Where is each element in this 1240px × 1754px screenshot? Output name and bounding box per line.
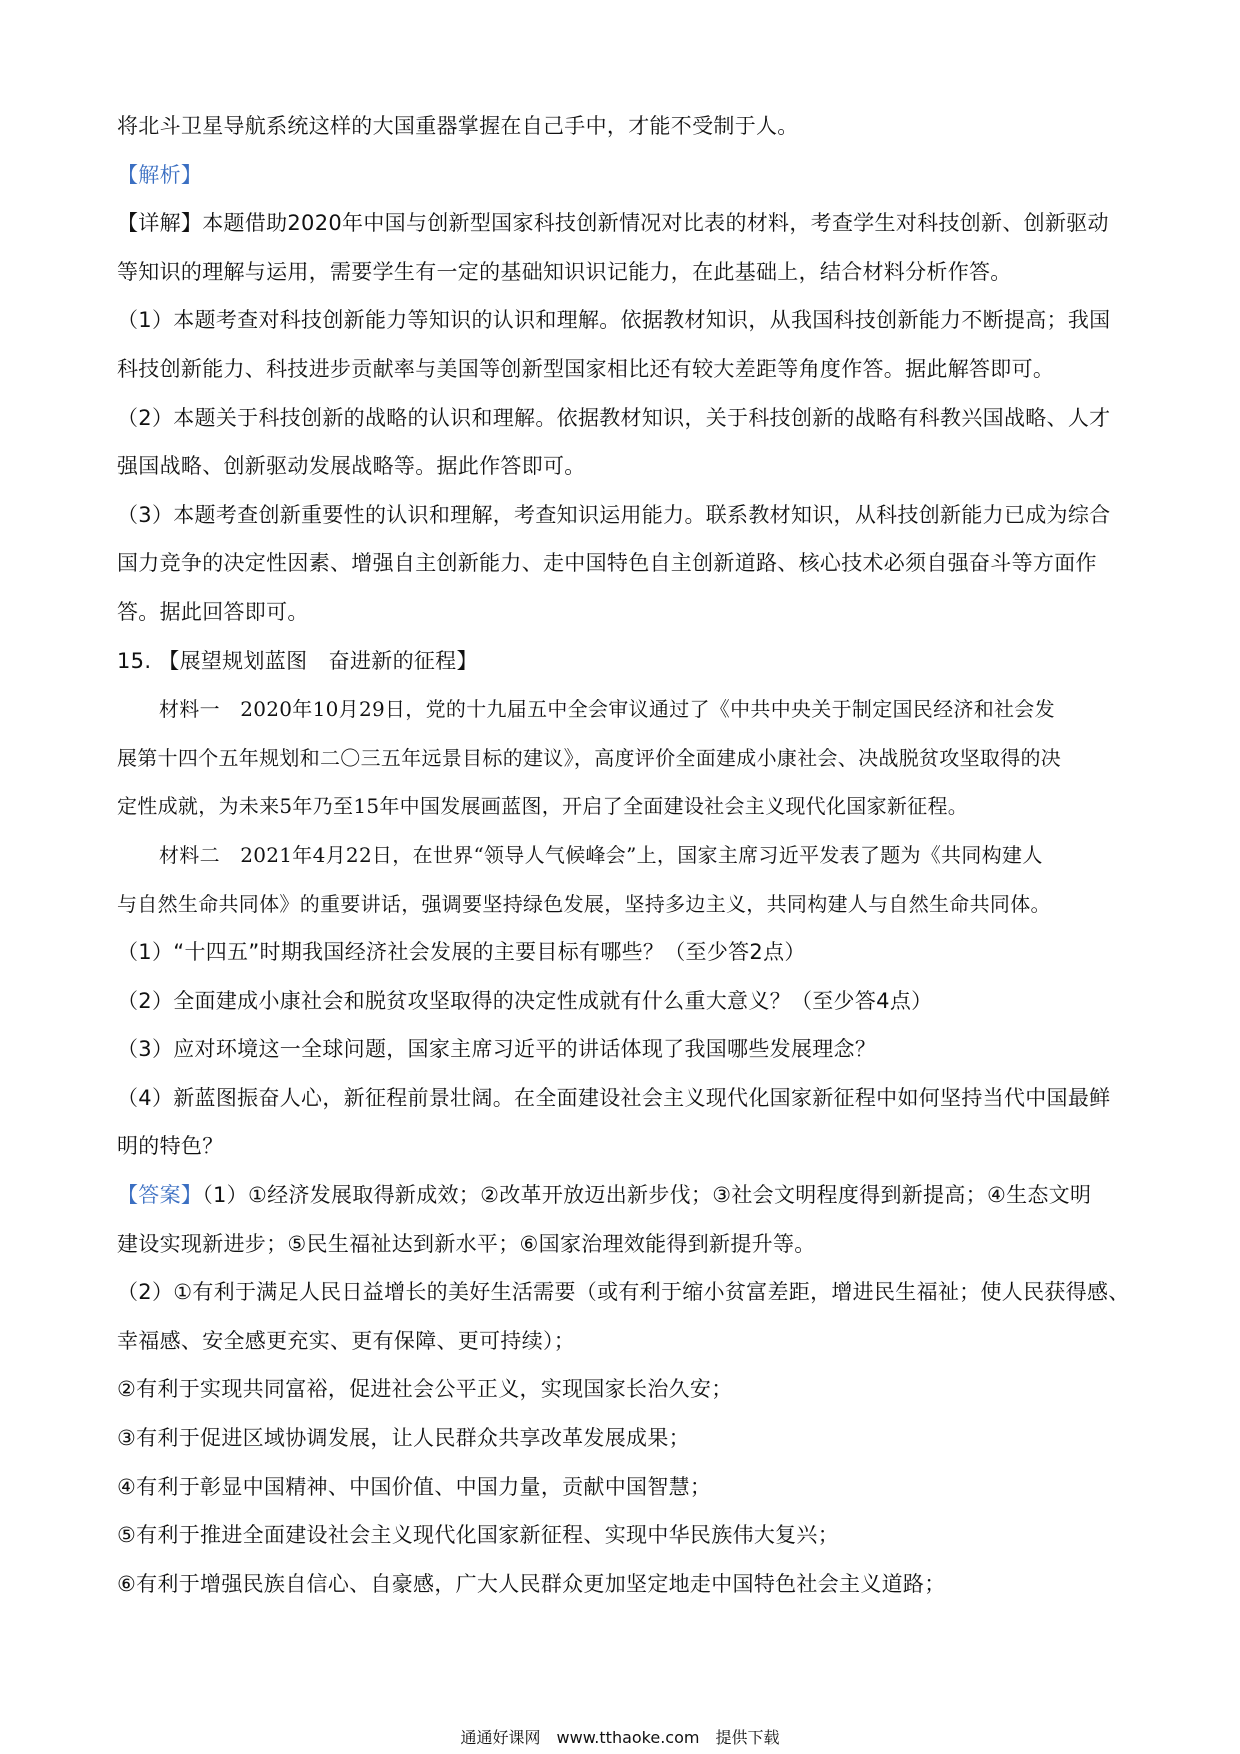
question-item: （3）应对环境这一全球问题，国家主席习近平的讲话体现了我国哪些发展理念？	[117, 1037, 877, 1062]
material-one-line: 定性成就，为未来5年乃至15年中国发展画蓝图，开启了全面建设社会主义现代化国家新征程。	[117, 794, 969, 819]
answer-line: （2）①有利于满足人民日益增长的美好生活需要（或有利于缩小贫富差距，增进民生福祉；使人民获得感、	[117, 1280, 1130, 1305]
answer-line: ⑥有利于增强民族自信心、自豪感，广大人民群众更加坚定地走中国特色社会主义道路；	[117, 1571, 946, 1596]
answer-text: （1）①经济发展取得新成效；②改革开放迈出新步伐；③社会文明程度得到新提高；④生态文明	[202, 1183, 1092, 1208]
text-line: 【详解】本题借助2020年中国与创新型国家科技创新情况对比表的材料，考查学生对科技创新、创新驱动	[117, 211, 1109, 236]
answer-line: 幸福感、安全感更充实、更有保障、更可持续）；	[117, 1328, 576, 1353]
material-two-line: 材料二 2021年4月22日，在世界“领导人气候峰会”上，国家主席习近平发表了题为《共同构建人	[159, 842, 1043, 867]
text-line: 将北斗卫星导航系统这样的大国重器掌握在自己手中，才能不受制于人。	[117, 114, 799, 138]
answer-line: 建设实现新进步；⑤民生福祉达到新水平；⑥国家治理效能得到新提升等。	[117, 1231, 816, 1256]
text-line: 国力竞争的决定性因素、增强自主创新能力、走中国特色自主创新道路、核心技术必须自强奋斗等方面作	[117, 551, 1097, 576]
document-body	[117, 102, 1130, 1608]
page-footer: 通通好课网 www.tthaoke.com 提供下载	[460, 1728, 780, 1747]
answer-line: ④有利于彰显中国精神、中国价值、中国力量，贡献中国智慧；	[117, 1474, 712, 1499]
answer-line: ⑤有利于推进全面建设社会主义现代化国家新征程、实现中华民族伟大复兴；	[117, 1523, 840, 1548]
answer-tag: 【答案】	[117, 1183, 203, 1208]
question-item: （4）新蓝图振奋人心，新征程前景壮阔。在全面建设社会主义现代化国家新征程中如何坚持当代中国最鲜	[117, 1085, 1111, 1110]
material-one-line: 展第十四个五年规划和二〇三五年远景目标的建议》，高度评价全面建成小康社会、决战脱贫攻坚取得的决	[117, 745, 1062, 770]
text-line: 答。据此回答即可。	[117, 599, 309, 624]
material-one-line: 材料一 2020年10月29日，党的十九届五中全会审议通过了《中共中央关于制定国民经济和社会发	[159, 697, 1055, 722]
text-line: 科技创新能力、科技进步贡献率与美国等创新型国家相比还有较大差距等角度作答。据此解答即可。	[117, 356, 1055, 381]
text-line: （1）本题考查对科技创新能力等知识的认识和理解。依据教材知识，从我国科技创新能力不断提高；我国	[117, 308, 1111, 333]
question-item: （1）“十四五”时期我国经济社会发展的主要目标有哪些？（至少答2点）	[117, 940, 806, 965]
answer-line: ③有利于促进区域协调发展，让人民群众共享改革发展成果；	[117, 1426, 690, 1451]
question-heading: 15. 【展望规划蓝图 奋进新的征程】	[117, 648, 478, 673]
material-two-line: 与自然生命共同体》的重要讲话，强调要坚持绿色发展，坚持多边主义，共同构建人与自然生命共同体。	[117, 891, 1051, 916]
question-item: 明的特色？	[117, 1134, 224, 1159]
answer-line	[117, 1171, 1127, 1220]
text-line: 强国战略、创新驱动发展战略等。据此作答即可。	[117, 454, 586, 479]
analysis-heading: 【解析】	[117, 162, 203, 187]
text-line: （2）本题关于科技创新的战略的认识和理解。依据教材知识，关于科技创新的战略有科教兴国战略、人才	[117, 405, 1111, 430]
question-item: （2）全面建成小康社会和脱贫攻坚取得的决定性成就有什么重大意义？（至少答4点）	[117, 988, 933, 1013]
text-line: 等知识的理解与运用，需要学生有一定的基础知识识记能力，在此基础上，结合材料分析作答。	[117, 259, 1012, 284]
answer-line: ②有利于实现共同富裕，促进社会公平正义，实现国家长治久安；	[117, 1377, 733, 1402]
text-line: （3）本题考查创新重要性的认识和理解，考查知识运用能力。联系教材知识，从科技创新能力已成为综合	[117, 502, 1111, 527]
